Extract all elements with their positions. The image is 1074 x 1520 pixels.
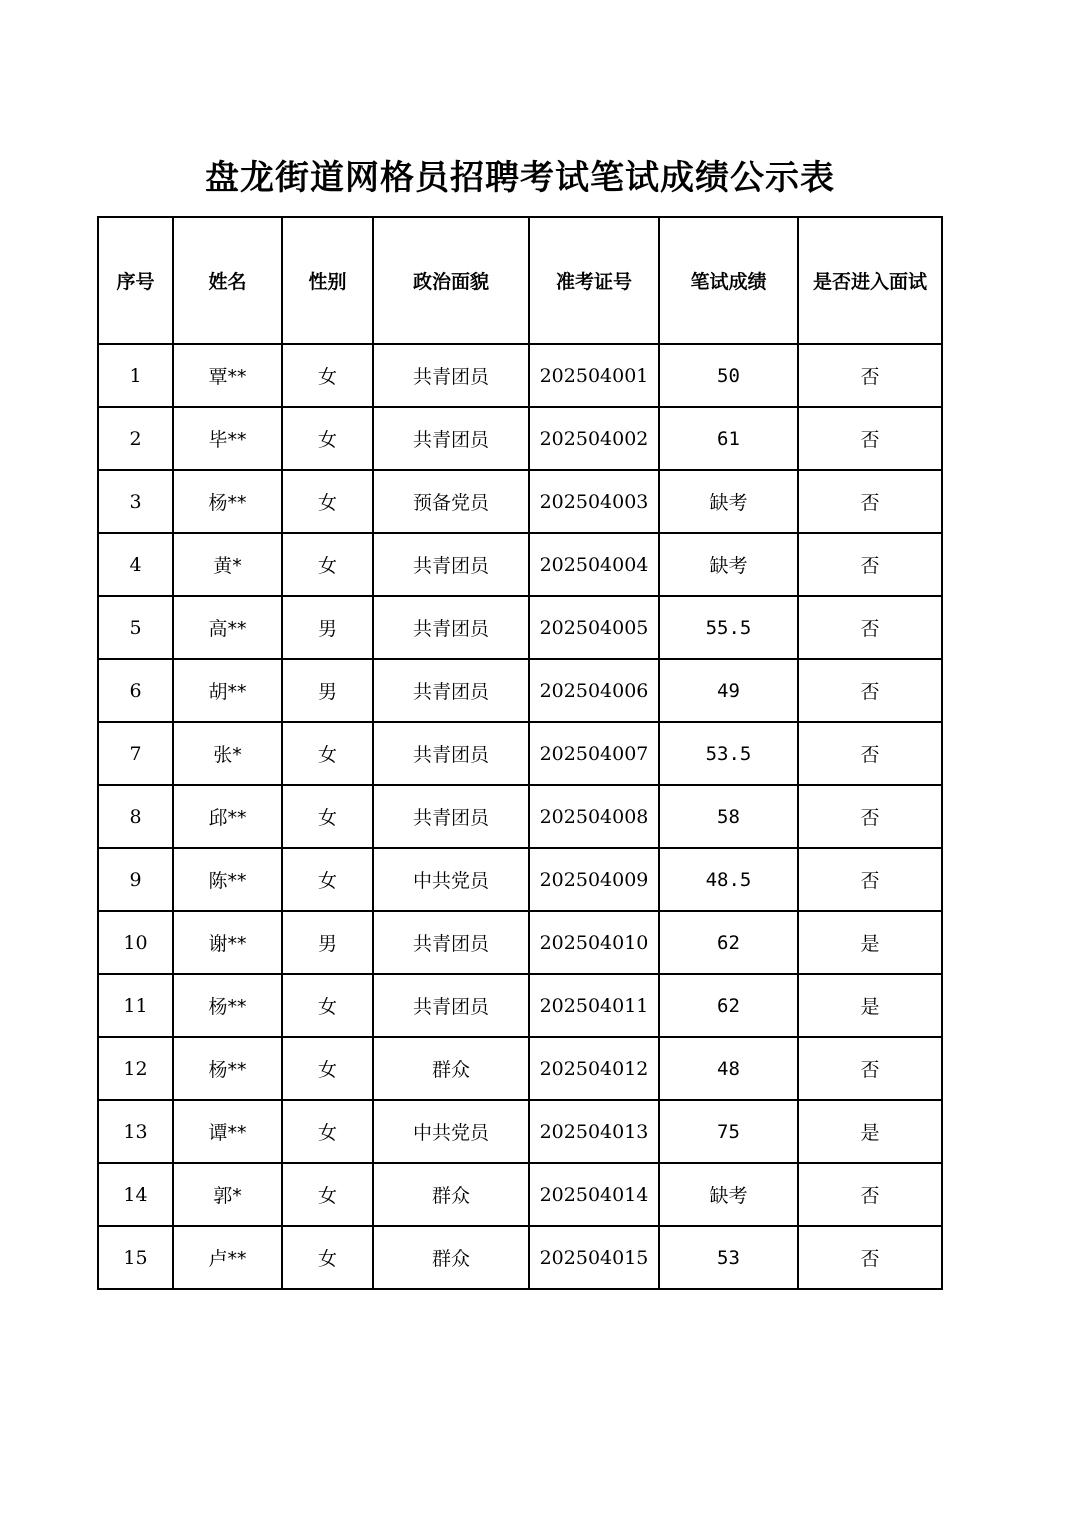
cell-interview: 否 [798,470,942,533]
cell-exam-id: 202504011 [529,974,659,1037]
cell-no: 14 [98,1163,173,1226]
cell-score: 50 [659,344,798,407]
cell-name: 覃** [173,344,282,407]
cell-name: 毕** [173,407,282,470]
table-row [98,596,942,659]
table-body [98,344,942,1289]
cell-gender: 女 [282,407,373,470]
cell-exam-id: 202504003 [529,470,659,533]
cell-politics: 共青团员 [373,533,529,596]
cell-interview: 否 [798,785,942,848]
cell-exam-id: 202504012 [529,1037,659,1100]
cell-no: 11 [98,974,173,1037]
cell-exam-id: 202504004 [529,533,659,596]
cell-gender: 女 [282,1163,373,1226]
cell-politics: 共青团员 [373,344,529,407]
cell-name: 杨** [173,974,282,1037]
cell-score: 49 [659,659,798,722]
table-row [98,344,942,407]
table-row [98,533,942,596]
cell-score: 55.5 [659,596,798,659]
table-row [98,1100,942,1163]
cell-name: 高** [173,596,282,659]
cell-score: 75 [659,1100,798,1163]
cell-score: 缺考 [659,533,798,596]
cell-politics: 共青团员 [373,974,529,1037]
cell-exam-id: 202504008 [529,785,659,848]
header-cell-no: 序号 [98,217,173,344]
cell-no: 15 [98,1226,173,1289]
cell-no: 5 [98,596,173,659]
cell-exam-id: 202504007 [529,722,659,785]
cell-no: 4 [98,533,173,596]
table-row [98,407,942,470]
table-header-row [98,217,942,344]
cell-score: 48 [659,1037,798,1100]
cell-interview: 否 [798,1163,942,1226]
cell-gender: 女 [282,1037,373,1100]
cell-interview: 否 [798,407,942,470]
header-cell-score: 笔试成绩 [659,217,798,344]
cell-name: 邱** [173,785,282,848]
cell-score: 58 [659,785,798,848]
cell-gender: 女 [282,470,373,533]
cell-score: 62 [659,974,798,1037]
cell-name: 陈** [173,848,282,911]
cell-politics: 预备党员 [373,470,529,533]
cell-no: 3 [98,470,173,533]
cell-no: 10 [98,911,173,974]
cell-name: 郭* [173,1163,282,1226]
cell-score: 53 [659,1226,798,1289]
cell-name: 谭** [173,1100,282,1163]
table-row [98,1163,942,1226]
cell-interview: 否 [798,1226,942,1289]
cell-exam-id: 202504001 [529,344,659,407]
cell-gender: 女 [282,848,373,911]
cell-score: 61 [659,407,798,470]
cell-interview: 是 [798,911,942,974]
cell-gender: 男 [282,659,373,722]
cell-gender: 女 [282,344,373,407]
cell-no: 2 [98,407,173,470]
header-cell-exam-id: 准考证号 [529,217,659,344]
cell-score: 53.5 [659,722,798,785]
cell-interview: 否 [798,533,942,596]
cell-politics: 群众 [373,1163,529,1226]
cell-interview: 否 [798,344,942,407]
cell-interview: 否 [798,659,942,722]
cell-politics: 共青团员 [373,911,529,974]
header-cell-interview: 是否进入面试 [798,217,942,344]
cell-politics: 中共党员 [373,848,529,911]
cell-gender: 男 [282,596,373,659]
score-table [97,216,943,1290]
cell-politics: 共青团员 [373,659,529,722]
cell-exam-id: 202504006 [529,659,659,722]
cell-name: 卢** [173,1226,282,1289]
cell-name: 杨** [173,1037,282,1100]
cell-name: 黄* [173,533,282,596]
cell-interview: 是 [798,1100,942,1163]
cell-score: 62 [659,911,798,974]
cell-score: 48.5 [659,848,798,911]
cell-no: 9 [98,848,173,911]
cell-no: 13 [98,1100,173,1163]
cell-exam-id: 202504014 [529,1163,659,1226]
table-row [98,1226,942,1289]
cell-interview: 否 [798,596,942,659]
table-row [98,911,942,974]
cell-politics: 共青团员 [373,407,529,470]
cell-gender: 女 [282,533,373,596]
table-row [98,470,942,533]
cell-name: 谢** [173,911,282,974]
cell-interview: 否 [798,722,942,785]
page-title: 盘龙街道网格员招聘考试笔试成绩公示表 [205,158,835,198]
header-cell-name: 姓名 [173,217,282,344]
header-cell-gender: 性别 [282,217,373,344]
cell-interview: 否 [798,1037,942,1100]
cell-name: 杨** [173,470,282,533]
cell-interview: 否 [798,848,942,911]
cell-gender: 女 [282,974,373,1037]
table-row [98,722,942,785]
cell-gender: 男 [282,911,373,974]
cell-gender: 女 [282,785,373,848]
header-cell-politics: 政治面貌 [373,217,529,344]
cell-politics: 共青团员 [373,722,529,785]
cell-gender: 女 [282,1100,373,1163]
table-row [98,785,942,848]
cell-politics: 中共党员 [373,1100,529,1163]
cell-no: 8 [98,785,173,848]
table-row [98,848,942,911]
cell-no: 1 [98,344,173,407]
cell-politics: 共青团员 [373,785,529,848]
cell-exam-id: 202504009 [529,848,659,911]
cell-exam-id: 202504015 [529,1226,659,1289]
cell-score: 缺考 [659,470,798,533]
cell-name: 胡** [173,659,282,722]
cell-name: 张* [173,722,282,785]
cell-politics: 共青团员 [373,596,529,659]
cell-exam-id: 202504005 [529,596,659,659]
cell-interview: 是 [798,974,942,1037]
cell-exam-id: 202504010 [529,911,659,974]
cell-gender: 女 [282,1226,373,1289]
cell-exam-id: 202504002 [529,407,659,470]
cell-exam-id: 202504013 [529,1100,659,1163]
cell-politics: 群众 [373,1226,529,1289]
table-row [98,1037,942,1100]
cell-no: 6 [98,659,173,722]
cell-gender: 女 [282,722,373,785]
cell-no: 12 [98,1037,173,1100]
cell-politics: 群众 [373,1037,529,1100]
cell-no: 7 [98,722,173,785]
table-row [98,974,942,1037]
table-row [98,659,942,722]
cell-score: 缺考 [659,1163,798,1226]
